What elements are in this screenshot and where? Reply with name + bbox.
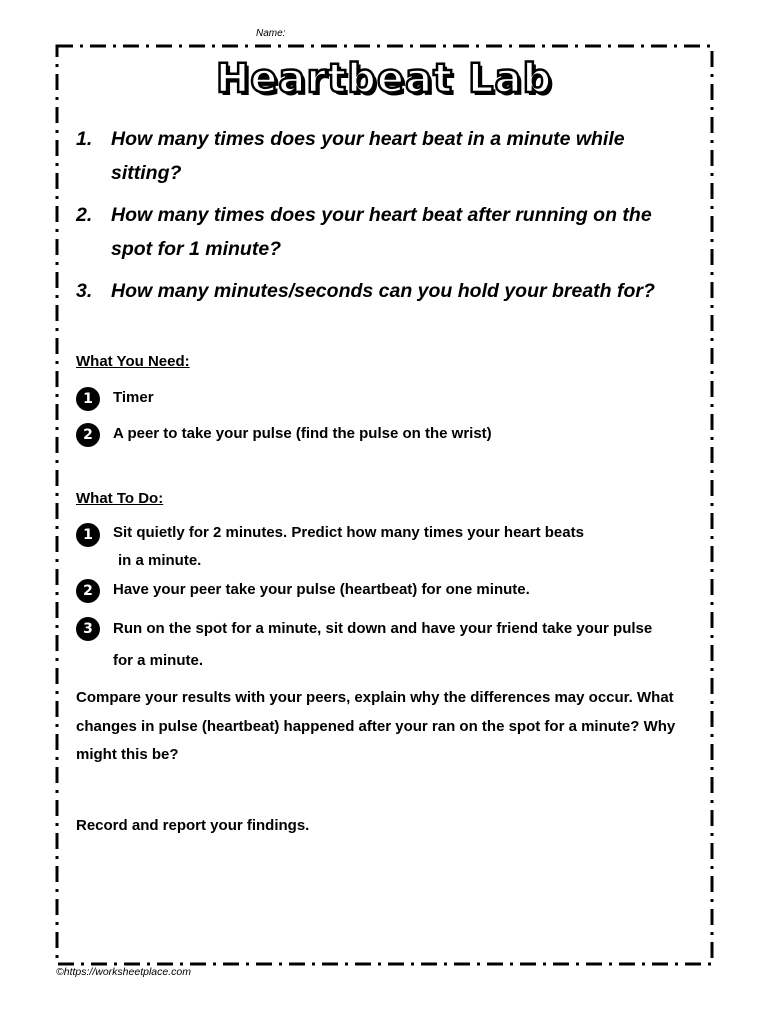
question-item: [76, 122, 686, 190]
question-number: 2.: [76, 204, 93, 226]
question-text: How many times does your heart beat after running on the spot for 1 minute?: [111, 204, 652, 260]
what-you-need-heading: What You Need:: [76, 353, 190, 370]
number-bullet-icon: 2: [76, 579, 100, 603]
number-bullet-icon: 2: [76, 423, 100, 447]
record-paragraph: Record and report your findings.: [76, 817, 310, 834]
what-to-do-heading: What To Do:: [76, 490, 164, 507]
compare-paragraph: Compare your results with your peers, explain why the differences may occur. What changes in pulse (heartbeat) happened after your ran on the spot for a minute? Why might this be?: [76, 689, 676, 763]
need-item: [76, 426, 696, 449]
step-item: [76, 620, 666, 677]
question-text: How many minutes/seconds can you hold your breath for?: [111, 280, 655, 302]
name-label: Name:: [256, 28, 286, 39]
step-item-text: Run on the spot for a minute, sit down and have your friend take your pulse for a minute.: [113, 620, 653, 669]
need-item-text: Timer: [113, 389, 154, 406]
number-bullet-icon: 1: [76, 523, 100, 547]
step-line: in a minute.: [118, 552, 202, 569]
step-item-text: Have your peer take your pulse (heartbeat) for one minute.: [113, 581, 530, 598]
question-item: [76, 198, 686, 266]
step-item: [76, 582, 696, 605]
need-item-text: A peer to take your pulse (find the pulse on the wrist): [113, 425, 492, 442]
step-line: Sit quietly for 2 minutes. Predict how many times your heart beats: [113, 524, 584, 541]
question-text: How many times does your heart beat in a minute while sitting?: [111, 128, 625, 184]
step-item: [76, 526, 696, 575]
number-bullet-icon: 1: [76, 387, 100, 411]
question-item: [76, 274, 686, 308]
question-number: 1.: [76, 128, 93, 150]
questions-list: [76, 122, 686, 316]
step-item-text: [113, 519, 696, 575]
need-item: [76, 390, 696, 413]
question-number: 3.: [76, 280, 93, 302]
footer-copyright: ©https://worksheetplace.com: [56, 966, 191, 978]
number-bullet-icon: 3: [76, 617, 100, 641]
page-title: Heartbeat Lab: [215, 56, 553, 102]
